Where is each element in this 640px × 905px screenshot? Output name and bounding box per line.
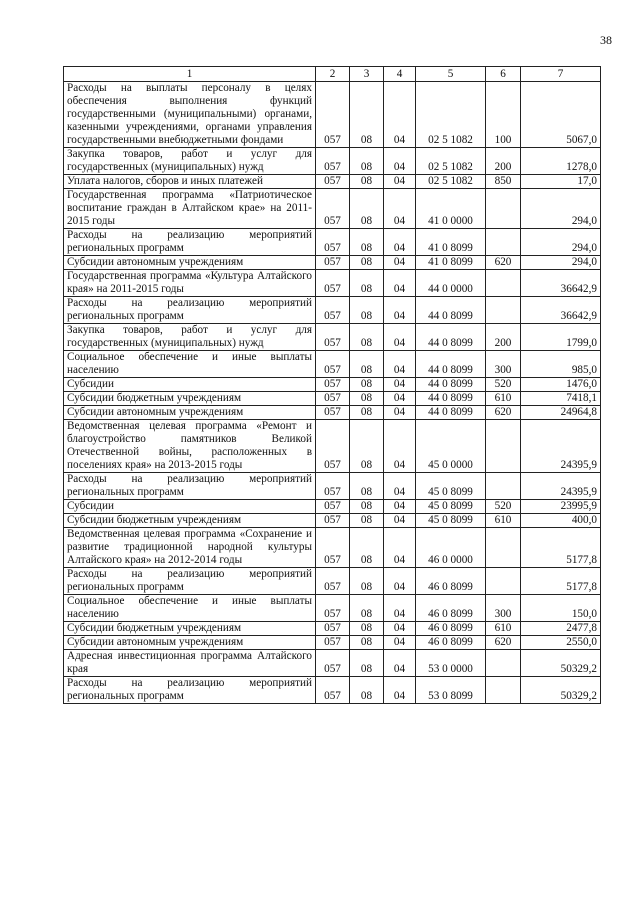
row-name: Государственная программа «Культура Алтайского края» на 2011-2015 годы	[64, 270, 316, 297]
target-article-code: 41 0 8099	[416, 256, 486, 270]
expense-type-code	[486, 650, 521, 677]
ministry-code: 057	[316, 351, 350, 378]
row-name: Ведомственная целевая программа «Сохранение и развитие традиционной народной культуры Алтайского края» на 2012-2014 годы	[64, 528, 316, 568]
row-name: Субсидии автономным учреждениям	[64, 636, 316, 650]
ministry-code: 057	[316, 175, 350, 189]
table-row	[64, 677, 601, 704]
column-header: 2	[316, 67, 350, 82]
target-article-code: 45 0 8099	[416, 500, 486, 514]
subsection-code: 04	[384, 595, 416, 622]
target-article-code: 44 0 8099	[416, 392, 486, 406]
expense-type-code: 200	[486, 324, 521, 351]
subsection-code: 04	[384, 175, 416, 189]
target-article-code: 53 0 0000	[416, 650, 486, 677]
section-code: 08	[350, 473, 384, 500]
expense-type-code	[486, 528, 521, 568]
row-name: Государственная программа «Патриотическое воспитание граждан в Алтайском крае» на 2011-2015 годы	[64, 189, 316, 229]
target-article-code: 45 0 8099	[416, 514, 486, 528]
table-row	[64, 568, 601, 595]
target-article-code: 45 0 8099	[416, 473, 486, 500]
ministry-code: 057	[316, 148, 350, 175]
target-article-code: 46 0 8099	[416, 622, 486, 636]
table-row	[64, 229, 601, 256]
section-code: 08	[350, 256, 384, 270]
table-row	[64, 406, 601, 420]
ministry-code: 057	[316, 256, 350, 270]
expense-type-code	[486, 229, 521, 256]
expense-type-code: 300	[486, 595, 521, 622]
target-article-code: 45 0 0000	[416, 420, 486, 473]
row-name: Ведомственная целевая программа «Ремонт и благоустройство памятников Великой Отечественной войны, расположенных в поселениях края» на 2013-2015 годы	[64, 420, 316, 473]
expense-type-code: 620	[486, 406, 521, 420]
ministry-code: 057	[316, 378, 350, 392]
row-name: Расходы на реализацию мероприятий региональных программ	[64, 297, 316, 324]
target-article-code: 44 0 0000	[416, 270, 486, 297]
section-code: 08	[350, 636, 384, 650]
expense-type-code	[486, 189, 521, 229]
row-name: Закупка товаров, работ и услуг для государственных (муниципальных) нужд	[64, 148, 316, 175]
ministry-code: 057	[316, 568, 350, 595]
expense-type-code: 850	[486, 175, 521, 189]
row-name: Субсидии бюджетным учреждениям	[64, 622, 316, 636]
ministry-code: 057	[316, 514, 350, 528]
row-name: Расходы на реализацию мероприятий региональных программ	[64, 677, 316, 704]
subsection-code: 04	[384, 406, 416, 420]
amount: 24964,8	[521, 406, 601, 420]
table-row	[64, 528, 601, 568]
target-article-code: 46 0 0000	[416, 528, 486, 568]
row-name: Субсидии бюджетным учреждениям	[64, 392, 316, 406]
table-row	[64, 636, 601, 650]
subsection-code: 04	[384, 189, 416, 229]
row-name: Адресная инвестиционная программа Алтайского края	[64, 650, 316, 677]
subsection-code: 04	[384, 568, 416, 595]
ministry-code: 057	[316, 420, 350, 473]
amount: 150,0	[521, 595, 601, 622]
row-name: Субсидии	[64, 378, 316, 392]
row-name: Уплата налогов, сборов и иных платежей	[64, 175, 316, 189]
subsection-code: 04	[384, 324, 416, 351]
ministry-code: 057	[316, 677, 350, 704]
subsection-code: 04	[384, 270, 416, 297]
column-header: 6	[486, 67, 521, 82]
subsection-code: 04	[384, 528, 416, 568]
ministry-code: 057	[316, 406, 350, 420]
amount: 50329,2	[521, 650, 601, 677]
target-article-code: 41 0 0000	[416, 189, 486, 229]
section-code: 08	[350, 297, 384, 324]
row-name: Социальное обеспечение и иные выплаты населению	[64, 351, 316, 378]
subsection-code: 04	[384, 256, 416, 270]
expense-type-code	[486, 677, 521, 704]
section-code: 08	[350, 82, 384, 148]
subsection-code: 04	[384, 148, 416, 175]
section-code: 08	[350, 229, 384, 256]
amount: 36642,9	[521, 270, 601, 297]
ministry-code: 057	[316, 650, 350, 677]
table-row	[64, 392, 601, 406]
budget-table	[63, 66, 601, 704]
amount: 2477,8	[521, 622, 601, 636]
amount: 400,0	[521, 514, 601, 528]
table-row	[64, 351, 601, 378]
ministry-code: 057	[316, 622, 350, 636]
expense-type-code	[486, 297, 521, 324]
row-name: Субсидии	[64, 500, 316, 514]
table-row	[64, 270, 601, 297]
amount: 36642,9	[521, 297, 601, 324]
ministry-code: 057	[316, 297, 350, 324]
subsection-code: 04	[384, 650, 416, 677]
section-code: 08	[350, 677, 384, 704]
ministry-code: 057	[316, 392, 350, 406]
amount: 1476,0	[521, 378, 601, 392]
subsection-code: 04	[384, 351, 416, 378]
row-name: Закупка товаров, работ и услуг для государственных (муниципальных) нужд	[64, 324, 316, 351]
ministry-code: 057	[316, 229, 350, 256]
amount: 17,0	[521, 175, 601, 189]
table-row	[64, 595, 601, 622]
subsection-code: 04	[384, 392, 416, 406]
section-code: 08	[350, 148, 384, 175]
section-code: 08	[350, 514, 384, 528]
expense-type-code: 200	[486, 148, 521, 175]
target-article-code: 46 0 8099	[416, 636, 486, 650]
subsection-code: 04	[384, 82, 416, 148]
table-row	[64, 500, 601, 514]
section-code: 08	[350, 351, 384, 378]
target-article-code: 02 5 1082	[416, 82, 486, 148]
ministry-code: 057	[316, 189, 350, 229]
target-article-code: 44 0 8099	[416, 351, 486, 378]
table-row	[64, 297, 601, 324]
expense-type-code: 610	[486, 622, 521, 636]
amount: 5177,8	[521, 528, 601, 568]
subsection-code: 04	[384, 514, 416, 528]
table-row	[64, 514, 601, 528]
ministry-code: 057	[316, 82, 350, 148]
section-code: 08	[350, 175, 384, 189]
amount: 294,0	[521, 189, 601, 229]
subsection-code: 04	[384, 622, 416, 636]
column-header: 3	[350, 67, 384, 82]
target-article-code: 02 5 1082	[416, 148, 486, 175]
expense-type-code	[486, 270, 521, 297]
row-name: Расходы на реализацию мероприятий региональных программ	[64, 568, 316, 595]
table-row	[64, 256, 601, 270]
ministry-code: 057	[316, 500, 350, 514]
table-row	[64, 189, 601, 229]
section-code: 08	[350, 650, 384, 677]
table-row	[64, 82, 601, 148]
column-header: 5	[416, 67, 486, 82]
subsection-code: 04	[384, 500, 416, 514]
amount: 985,0	[521, 351, 601, 378]
amount: 7418,1	[521, 392, 601, 406]
target-article-code: 44 0 8099	[416, 324, 486, 351]
expense-type-code	[486, 420, 521, 473]
ministry-code: 057	[316, 636, 350, 650]
page-number: 38	[600, 33, 612, 47]
column-header: 4	[384, 67, 416, 82]
target-article-code: 02 5 1082	[416, 175, 486, 189]
table-row	[64, 324, 601, 351]
expense-type-code: 520	[486, 378, 521, 392]
expense-type-code: 610	[486, 514, 521, 528]
subsection-code: 04	[384, 677, 416, 704]
expense-type-code	[486, 568, 521, 595]
subsection-code: 04	[384, 420, 416, 473]
ministry-code: 057	[316, 270, 350, 297]
column-header: 1	[64, 67, 316, 82]
section-code: 08	[350, 420, 384, 473]
section-code: 08	[350, 622, 384, 636]
subsection-code: 04	[384, 229, 416, 256]
row-name: Расходы на реализацию мероприятий региональных программ	[64, 229, 316, 256]
table-row	[64, 378, 601, 392]
row-name: Социальное обеспечение и иные выплаты населению	[64, 595, 316, 622]
target-article-code: 41 0 8099	[416, 229, 486, 256]
section-code: 08	[350, 378, 384, 392]
table-row	[64, 622, 601, 636]
ministry-code: 057	[316, 528, 350, 568]
target-article-code: 46 0 8099	[416, 568, 486, 595]
target-article-code: 53 0 8099	[416, 677, 486, 704]
amount: 24395,9	[521, 473, 601, 500]
subsection-code: 04	[384, 297, 416, 324]
section-code: 08	[350, 528, 384, 568]
amount: 1278,0	[521, 148, 601, 175]
amount: 24395,9	[521, 420, 601, 473]
table-row	[64, 420, 601, 473]
subsection-code: 04	[384, 473, 416, 500]
expense-type-code: 620	[486, 256, 521, 270]
expense-type-code: 300	[486, 351, 521, 378]
amount: 294,0	[521, 229, 601, 256]
amount: 5067,0	[521, 82, 601, 148]
target-article-code: 46 0 8099	[416, 595, 486, 622]
section-code: 08	[350, 568, 384, 595]
row-name: Субсидии бюджетным учреждениям	[64, 514, 316, 528]
expense-type-code	[486, 473, 521, 500]
section-code: 08	[350, 500, 384, 514]
row-name: Расходы на реализацию мероприятий региональных программ	[64, 473, 316, 500]
section-code: 08	[350, 595, 384, 622]
section-code: 08	[350, 406, 384, 420]
amount: 1799,0	[521, 324, 601, 351]
row-name: Субсидии автономным учреждениям	[64, 406, 316, 420]
table-row	[64, 175, 601, 189]
amount: 50329,2	[521, 677, 601, 704]
section-code: 08	[350, 324, 384, 351]
target-article-code: 44 0 8099	[416, 406, 486, 420]
ministry-code: 057	[316, 595, 350, 622]
table-row	[64, 650, 601, 677]
subsection-code: 04	[384, 378, 416, 392]
section-code: 08	[350, 189, 384, 229]
column-header: 7	[521, 67, 601, 82]
amount: 294,0	[521, 256, 601, 270]
expense-type-code: 620	[486, 636, 521, 650]
amount: 5177,8	[521, 568, 601, 595]
amount: 23995,9	[521, 500, 601, 514]
expense-type-code: 610	[486, 392, 521, 406]
expense-type-code: 520	[486, 500, 521, 514]
subsection-code: 04	[384, 636, 416, 650]
row-name: Расходы на выплаты персоналу в целях обеспечения выполнения функций государственными (муниципальными) органами, казенными учреждениями, органами управления государственными внебюджетными фондами	[64, 82, 316, 148]
ministry-code: 057	[316, 473, 350, 500]
table-row	[64, 148, 601, 175]
target-article-code: 44 0 8099	[416, 297, 486, 324]
section-code: 08	[350, 270, 384, 297]
target-article-code: 44 0 8099	[416, 378, 486, 392]
table-row	[64, 473, 601, 500]
ministry-code: 057	[316, 324, 350, 351]
table-header-row	[64, 67, 601, 82]
amount: 2550,0	[521, 636, 601, 650]
row-name: Субсидии автономным учреждениям	[64, 256, 316, 270]
section-code: 08	[350, 392, 384, 406]
expense-type-code: 100	[486, 82, 521, 148]
